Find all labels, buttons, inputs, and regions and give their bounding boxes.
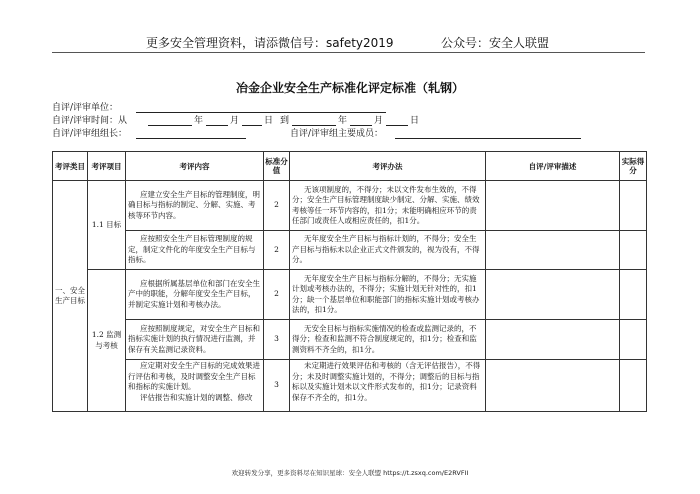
official-account-text: 公众号：安全人联盟: [441, 36, 550, 50]
members-field-line: [395, 138, 581, 139]
start-year-line: [148, 125, 192, 126]
table-row: [53, 320, 647, 360]
header-score: 标准分值: [264, 152, 290, 181]
header-description: 自评/评审描述: [486, 152, 620, 181]
score-cell: 2: [264, 231, 290, 270]
header-content: 考评内容: [126, 152, 264, 181]
score-cell: 2: [264, 181, 290, 231]
method-cell: 无安全目标与指标实施情况的检查或监测记录的，不得分；检查和监测不符合制度规定的，扣1分；检查和监测资料不齐全的，扣1分。: [290, 320, 486, 360]
leader-label: 自评/评审组组长：: [52, 129, 128, 139]
method-cell: 无该项制度的，不得分；未以文件发布生效的，不得分；安全生产目标管理制度缺少制定、分解、实施、绩效考核等任一环节内容的，扣1分；未能明确相应环节的责任部门或责任人或相应责任的，扣1分。: [290, 181, 486, 231]
end-year-label: 年: [338, 116, 348, 126]
end-month-line: [350, 125, 372, 126]
table-row: [53, 231, 647, 270]
end-day-label: 日: [410, 116, 420, 126]
content-text: 应定期对安全生产目标的完成效果进行评估和考核，及时调整安全生产目标和指标的实施计划。: [128, 361, 260, 391]
unit-field-line: [136, 112, 386, 113]
score-cell: 3: [264, 360, 290, 412]
table-row: [53, 270, 647, 320]
unit-label: 自评/评审单位：: [52, 103, 119, 113]
category-cell: 一、安全生产目标: [53, 181, 88, 412]
end-year-line: [292, 125, 336, 126]
actual-score-cell: [620, 181, 647, 231]
content-cell: 应按照制度规定，对安全生产目标和指标实施计划的执行情况进行监测，并保存有关监测记录资料。: [126, 320, 264, 360]
banner-divider: [52, 52, 645, 53]
start-year-label: 年: [194, 116, 204, 126]
actual-score-cell: [620, 360, 647, 412]
end-month-label: 月: [374, 116, 384, 126]
description-cell: [486, 181, 620, 231]
time-label: 自评/评审时间：从: [52, 116, 128, 126]
method-cell: 未定期进行效果评估和考核的（含无评估报告），不得分；未及时调整实施计划的，不得分；调整后的目标与指标以及实施计划未以文件形式发布的，扣1分；记录资料保存不齐全的，扣1分。: [290, 360, 486, 412]
leader-field-line: [136, 138, 246, 139]
table-header-row: [53, 152, 647, 181]
wechat-promo-text: 更多安全管理资料，请添微信号：safety2019: [146, 36, 394, 50]
description-cell: [486, 320, 620, 360]
content-cell: 应根据所属基层单位和部门在安全生产中的职能，分解年度安全生产目标，并制定实施计划和考核办法。: [126, 270, 264, 320]
score-cell: 3: [264, 320, 290, 360]
document-title: 冶金企业安全生产标准化评定标准（轧钢）: [235, 81, 464, 95]
start-day-label: 日: [264, 116, 274, 126]
evaluation-table: [52, 151, 647, 412]
header-item: 考评项目: [88, 152, 126, 181]
item-cell-monitoring: 1.2 监测与考核: [88, 270, 126, 412]
footer-note: 欢迎转发分享，更多资料尽在知识星球：安全人联盟 https://t.zsxq.com/E2RVFII: [231, 469, 469, 477]
members-label: 自评/评审组主要成员：: [290, 129, 384, 139]
method-cell: 无年度安全生产目标与指标分解的，不得分；无实施计划或考核办法的，不得分；实施计划无针对性的，扣1分；缺一个基层单位和职能部门的指标实施计划或考核办法的，扣1分。: [290, 270, 486, 320]
item-cell-target: 1.1 目标: [88, 181, 126, 270]
description-cell: [486, 360, 620, 412]
content-cell: 应按照安全生产目标管理制度的规定，制定文件化的年度安全生产目标与指标。: [126, 231, 264, 270]
end-day-line: [386, 125, 408, 126]
content-cell: 应建立安全生产目标的管理制度，明确目标与指标的制定、分解、实施、考核等环节内容。: [126, 181, 264, 231]
description-cell: [486, 231, 620, 270]
to-label: 到: [280, 116, 290, 126]
actual-score-cell: [620, 270, 647, 320]
method-cell: 无年度安全生产目标与指标计划的，不得分；安全生产目标与指标未以企业正式文件颁发的，视为没有，不得分。: [290, 231, 486, 270]
content-text-continued: 评估报告和实施计划的调整、修改: [140, 392, 253, 402]
table-row: [53, 360, 647, 412]
content-cell: [126, 360, 264, 412]
score-cell: 2: [264, 270, 290, 320]
header-category: 考评类目: [53, 152, 88, 181]
header-actual-score: 实际得分: [620, 152, 647, 181]
start-month-label: 月: [230, 116, 240, 126]
actual-score-cell: [620, 231, 647, 270]
header-method: 考评办法: [290, 152, 486, 181]
start-day-line: [242, 125, 262, 126]
actual-score-cell: [620, 320, 647, 360]
description-cell: [486, 270, 620, 320]
top-banner: [0, 34, 700, 52]
start-month-line: [206, 125, 228, 126]
table-row: [53, 181, 647, 231]
